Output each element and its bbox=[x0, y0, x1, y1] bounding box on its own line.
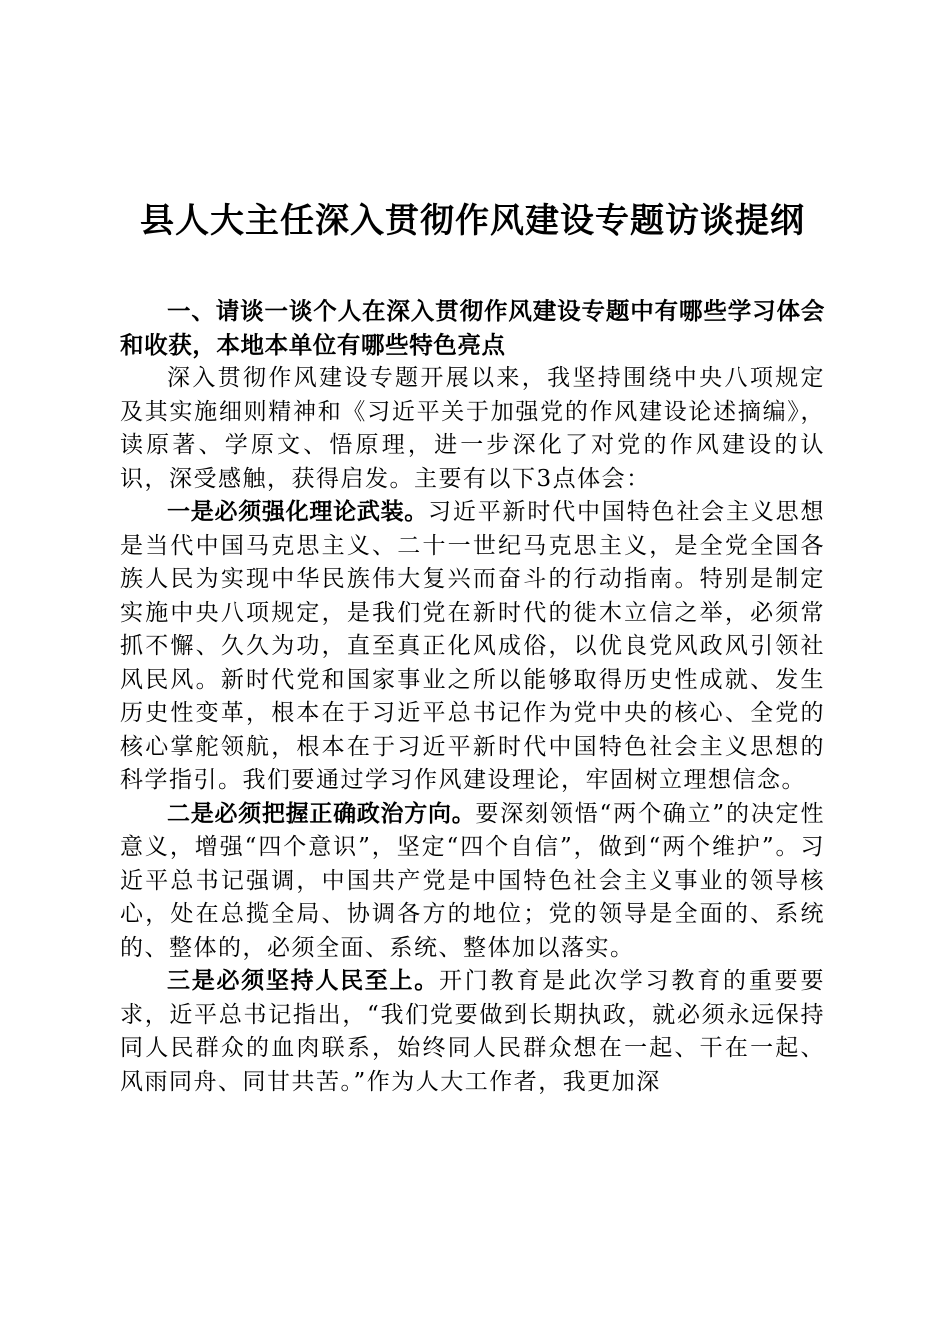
point-text-3: 开门教育是此次学习教育的重要要求，近平总书记指出，“我们党要做到长期执政，就必须永远保持同人民群众的血肉联系，始终同人民群众想在一起、干在一起、风雨同舟、同甘共苦。”作为人大工作者，我更加深 bbox=[120, 968, 826, 1095]
question-heading: 一、请谈一谈个人在深入贯彻作风建设专题中有哪些学习体会和收获，本地本单位有哪些特色亮点 bbox=[120, 297, 825, 359]
point-lead-2: 二是必须把握正确政治方向。 bbox=[167, 800, 476, 827]
point-text-2: 要深刻领悟“两个确立”的决定性意义，增强“四个意识”，坚定“四个自信”，做到“两个维护”。习近平总书记强调，中国共产党是中国特色社会主义事业的领导核心，处在总揽全局、协调各方的地位；党的领导是全面的、系统的、整体的，必须全面、系统、整体加以落实。 bbox=[120, 800, 825, 961]
document-body bbox=[120, 295, 825, 1099]
point-text-1: 习近平新时代中国特色社会主义思想是当代中国马克思主义、二十一世纪马克思主义，是全党全国各族人民为实现中华民族伟大复兴而奋斗的行动指南。特别是制定实施中央八项规定，是我们党在新时代的徙木立信之举，必须常抓不懈、久久为功，直至真正化风成俗，以优良党风政风引领社风民风。新时代党和国家事业之所以能够取得历史性成就、发生历史性变革，根本在于习近平总书记作为党中央的核心、全党的核心掌舵领航，根本在于习近平新时代中国特色社会主义思想的科学指引。我们要通过学习作风建设理论，牢固树立理想信念。 bbox=[120, 499, 826, 793]
document-page bbox=[120, 0, 825, 1344]
document-title: 县人大主任深入贯彻作风建设专题访谈提纲 bbox=[140, 201, 805, 241]
point-lead-3: 三是必须坚持人民至上。 bbox=[167, 968, 439, 994]
point-paragraph-2 bbox=[120, 798, 825, 966]
intro-paragraph: 深入贯彻作风建设专题开展以来，我坚持围绕中央八项规定及其实施细则精神和《习近平关于加强党的作风建设论述摘编》，读原著、学原文、悟原理，进一步深化了对党的作风建设的认识，深受感触，获得启发。主要有以下3点体会： bbox=[120, 365, 825, 492]
point-paragraph-3 bbox=[120, 965, 825, 1099]
point-lead-1: 一是必须强化理论武装。 bbox=[167, 499, 429, 525]
point-paragraph-1 bbox=[120, 496, 825, 798]
